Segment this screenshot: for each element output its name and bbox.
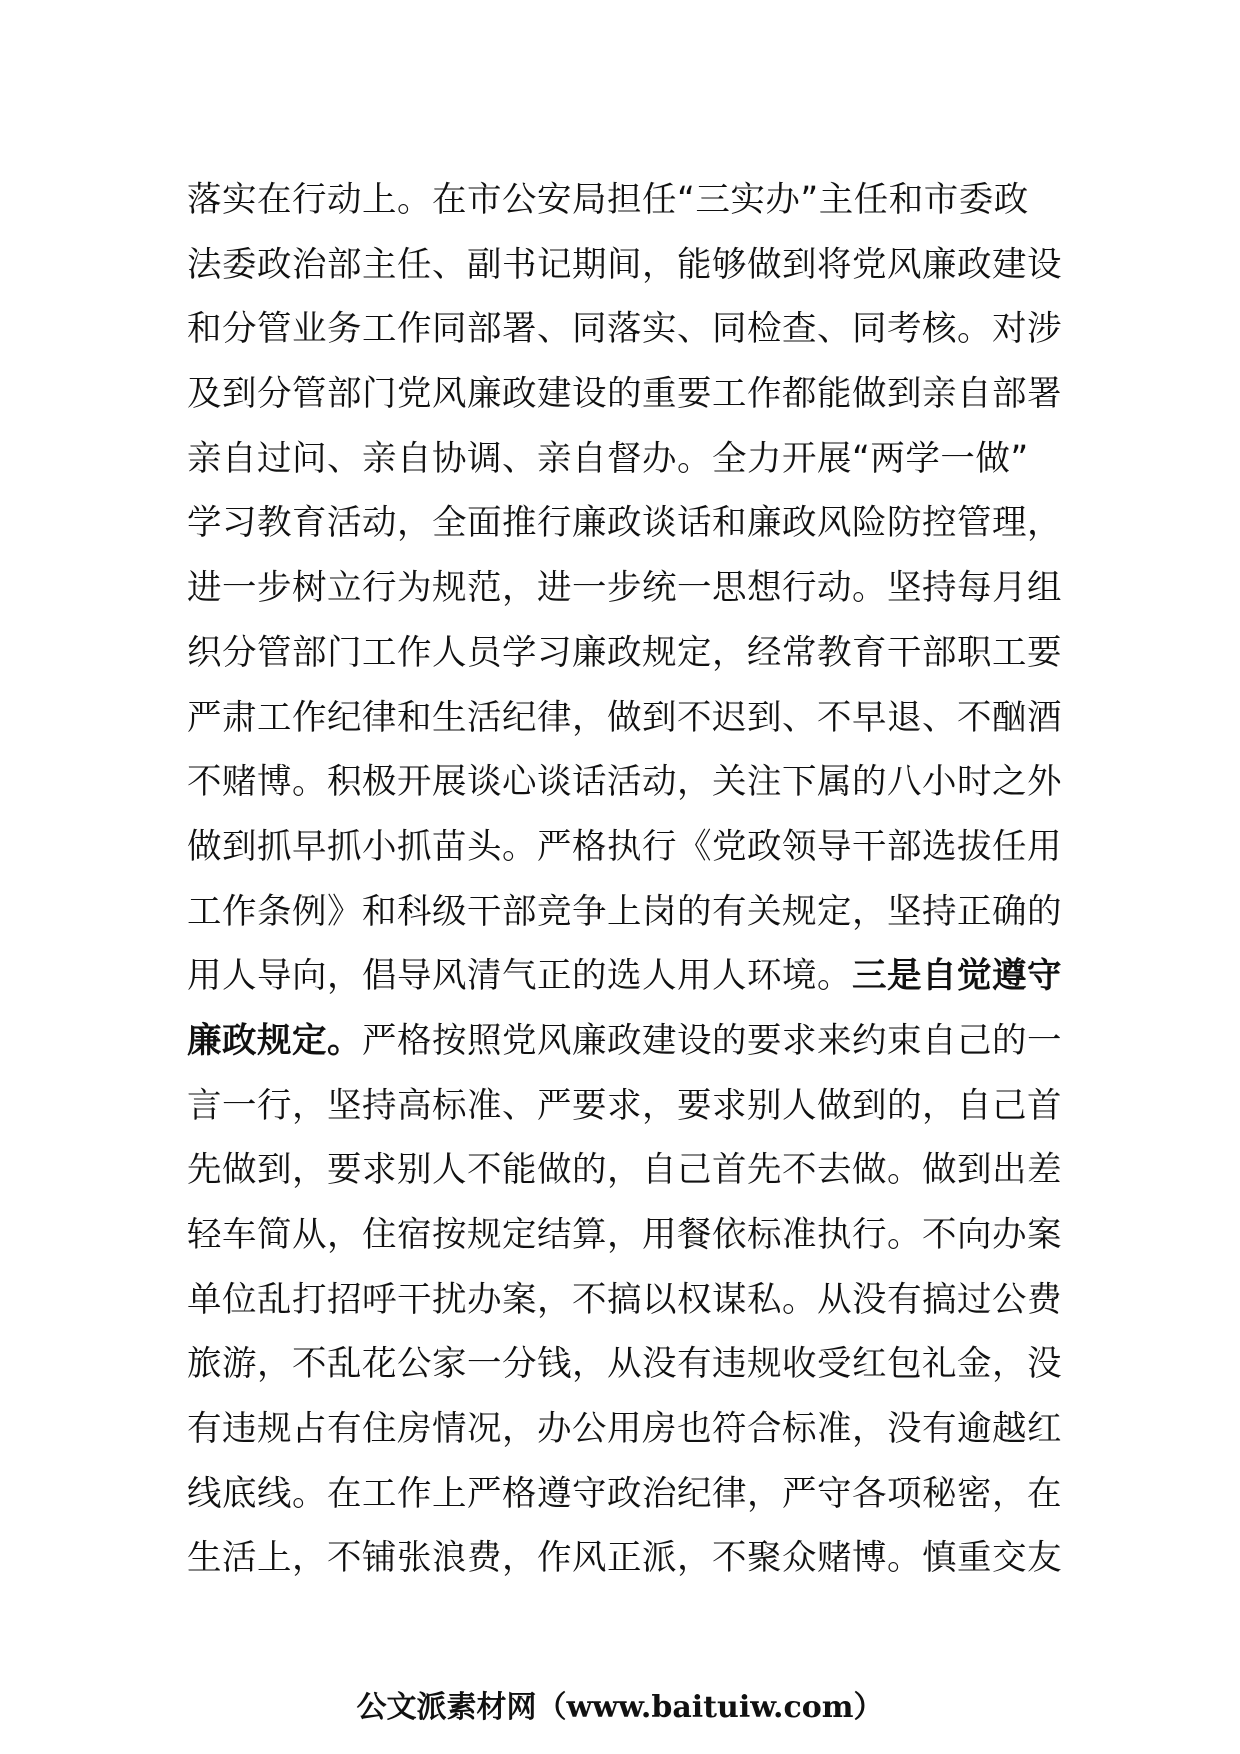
text-line-17-content: 轻车简从，住宿按规定结算，用餐依标准执行。不向办案 (187, 1215, 1062, 1255)
text-line-18 (187, 1268, 1067, 1333)
text-line-3 (187, 297, 1067, 362)
text-line-4 (187, 362, 1067, 427)
text-line-20 (187, 1397, 1067, 1462)
text-line-7-content: 进一步树立行为规范，进一步统一思想行动。坚持每月组 (187, 568, 1062, 609)
text-line-16 (187, 1138, 1067, 1203)
text-line-7 (187, 556, 1067, 621)
text-line-11-content: 做到抓早抓小抓苗头。严格执行《党政领导干部选拔任用 (187, 826, 1062, 867)
text-line-2 (187, 233, 1067, 298)
text-line-4-content: 及到分管部门党风廉政建设的重要工作都能做到亲自部署 (187, 374, 1062, 415)
text-line-12 (187, 880, 1067, 945)
text-line-21-content: 线底线。在工作上严格遵守政治纪律，严守各项秘密，在 (187, 1473, 1062, 1514)
text-line-1-content: 落实在行动上。在市公安局担任“三实办”主任和市委政 (187, 180, 1029, 220)
text-line-22-content: 生活上，不铺张浪费，作风正派，不聚众赌博。慎重交友 (187, 1538, 1062, 1579)
text-line-13 (187, 944, 1067, 1009)
text-line-6 (187, 491, 1067, 556)
text-line-9-content: 严肃工作纪律和生活纪律，做到不迟到、不早退、不酗酒 (187, 697, 1062, 738)
text-line-3-content: 和分管业务工作同部署、同落实、同检查、同考核。对涉 (187, 309, 1062, 350)
text-line-9 (187, 686, 1067, 751)
text-line-22 (187, 1526, 1067, 1591)
document-body (187, 168, 1067, 1591)
text-line-11 (187, 815, 1067, 880)
text-line-6-content: 学习教育活动，全面推行廉政谈话和廉政风险防控管理， (187, 503, 1062, 544)
text-line-8-content: 织分管部门工作人员学习廉政规定，经常教育干部职工要 (187, 632, 1062, 673)
text-line-10-content: 不赌博。积极开展谈心谈话活动，关注下属的八小时之外 (187, 762, 1062, 803)
text-line-15 (187, 1074, 1067, 1139)
section-heading-part-2: 廉政规定。 (187, 1020, 362, 1061)
text-line-2-content: 法委政治部主任、副书记期间，能够做到将党风廉政建设 (187, 244, 1062, 285)
text-line-10 (187, 750, 1067, 815)
text-line-17 (187, 1203, 1067, 1268)
text-line-14-content: 严格按照党风廉政建设的要求来约束自己的一 (362, 1020, 1062, 1061)
text-line-20-content: 有违规占有住房情况，办公用房也符合标准，没有逾越红 (187, 1409, 1062, 1450)
text-line-13-content: 用人导向，倡导风清气正的选人用人环境。 (187, 956, 852, 997)
text-line-1 (187, 168, 1067, 233)
text-line-19 (187, 1332, 1067, 1397)
text-line-12-content: 工作条例》和科级干部竞争上岗的有关规定，坚持正确的 (187, 891, 1062, 932)
text-line-16-content: 先做到，要求别人不能做的，自己首先不去做。做到出差 (187, 1150, 1062, 1191)
text-line-19-content: 旅游，不乱花公家一分钱，从没有违规收受红包礼金，没 (187, 1344, 1062, 1385)
text-line-5 (187, 427, 1067, 492)
text-line-18-content: 单位乱打招呼干扰办案，不搞以权谋私。从没有搞过公费 (187, 1279, 1062, 1320)
text-line-8 (187, 621, 1067, 686)
text-line-5-content: 亲自过问、亲自协调、亲自督办。全力开展“两学一做” (187, 438, 1029, 479)
text-line-21 (187, 1462, 1067, 1527)
page-footer: 公文派素材网（www.baituiw.com） (356, 1690, 884, 1725)
text-line-14 (187, 1009, 1067, 1074)
section-heading-part-1: 三是自觉遵守 (852, 956, 1062, 997)
text-line-15-content: 言一行，坚持高标准、严要求，要求别人做到的，自己首 (187, 1085, 1062, 1126)
